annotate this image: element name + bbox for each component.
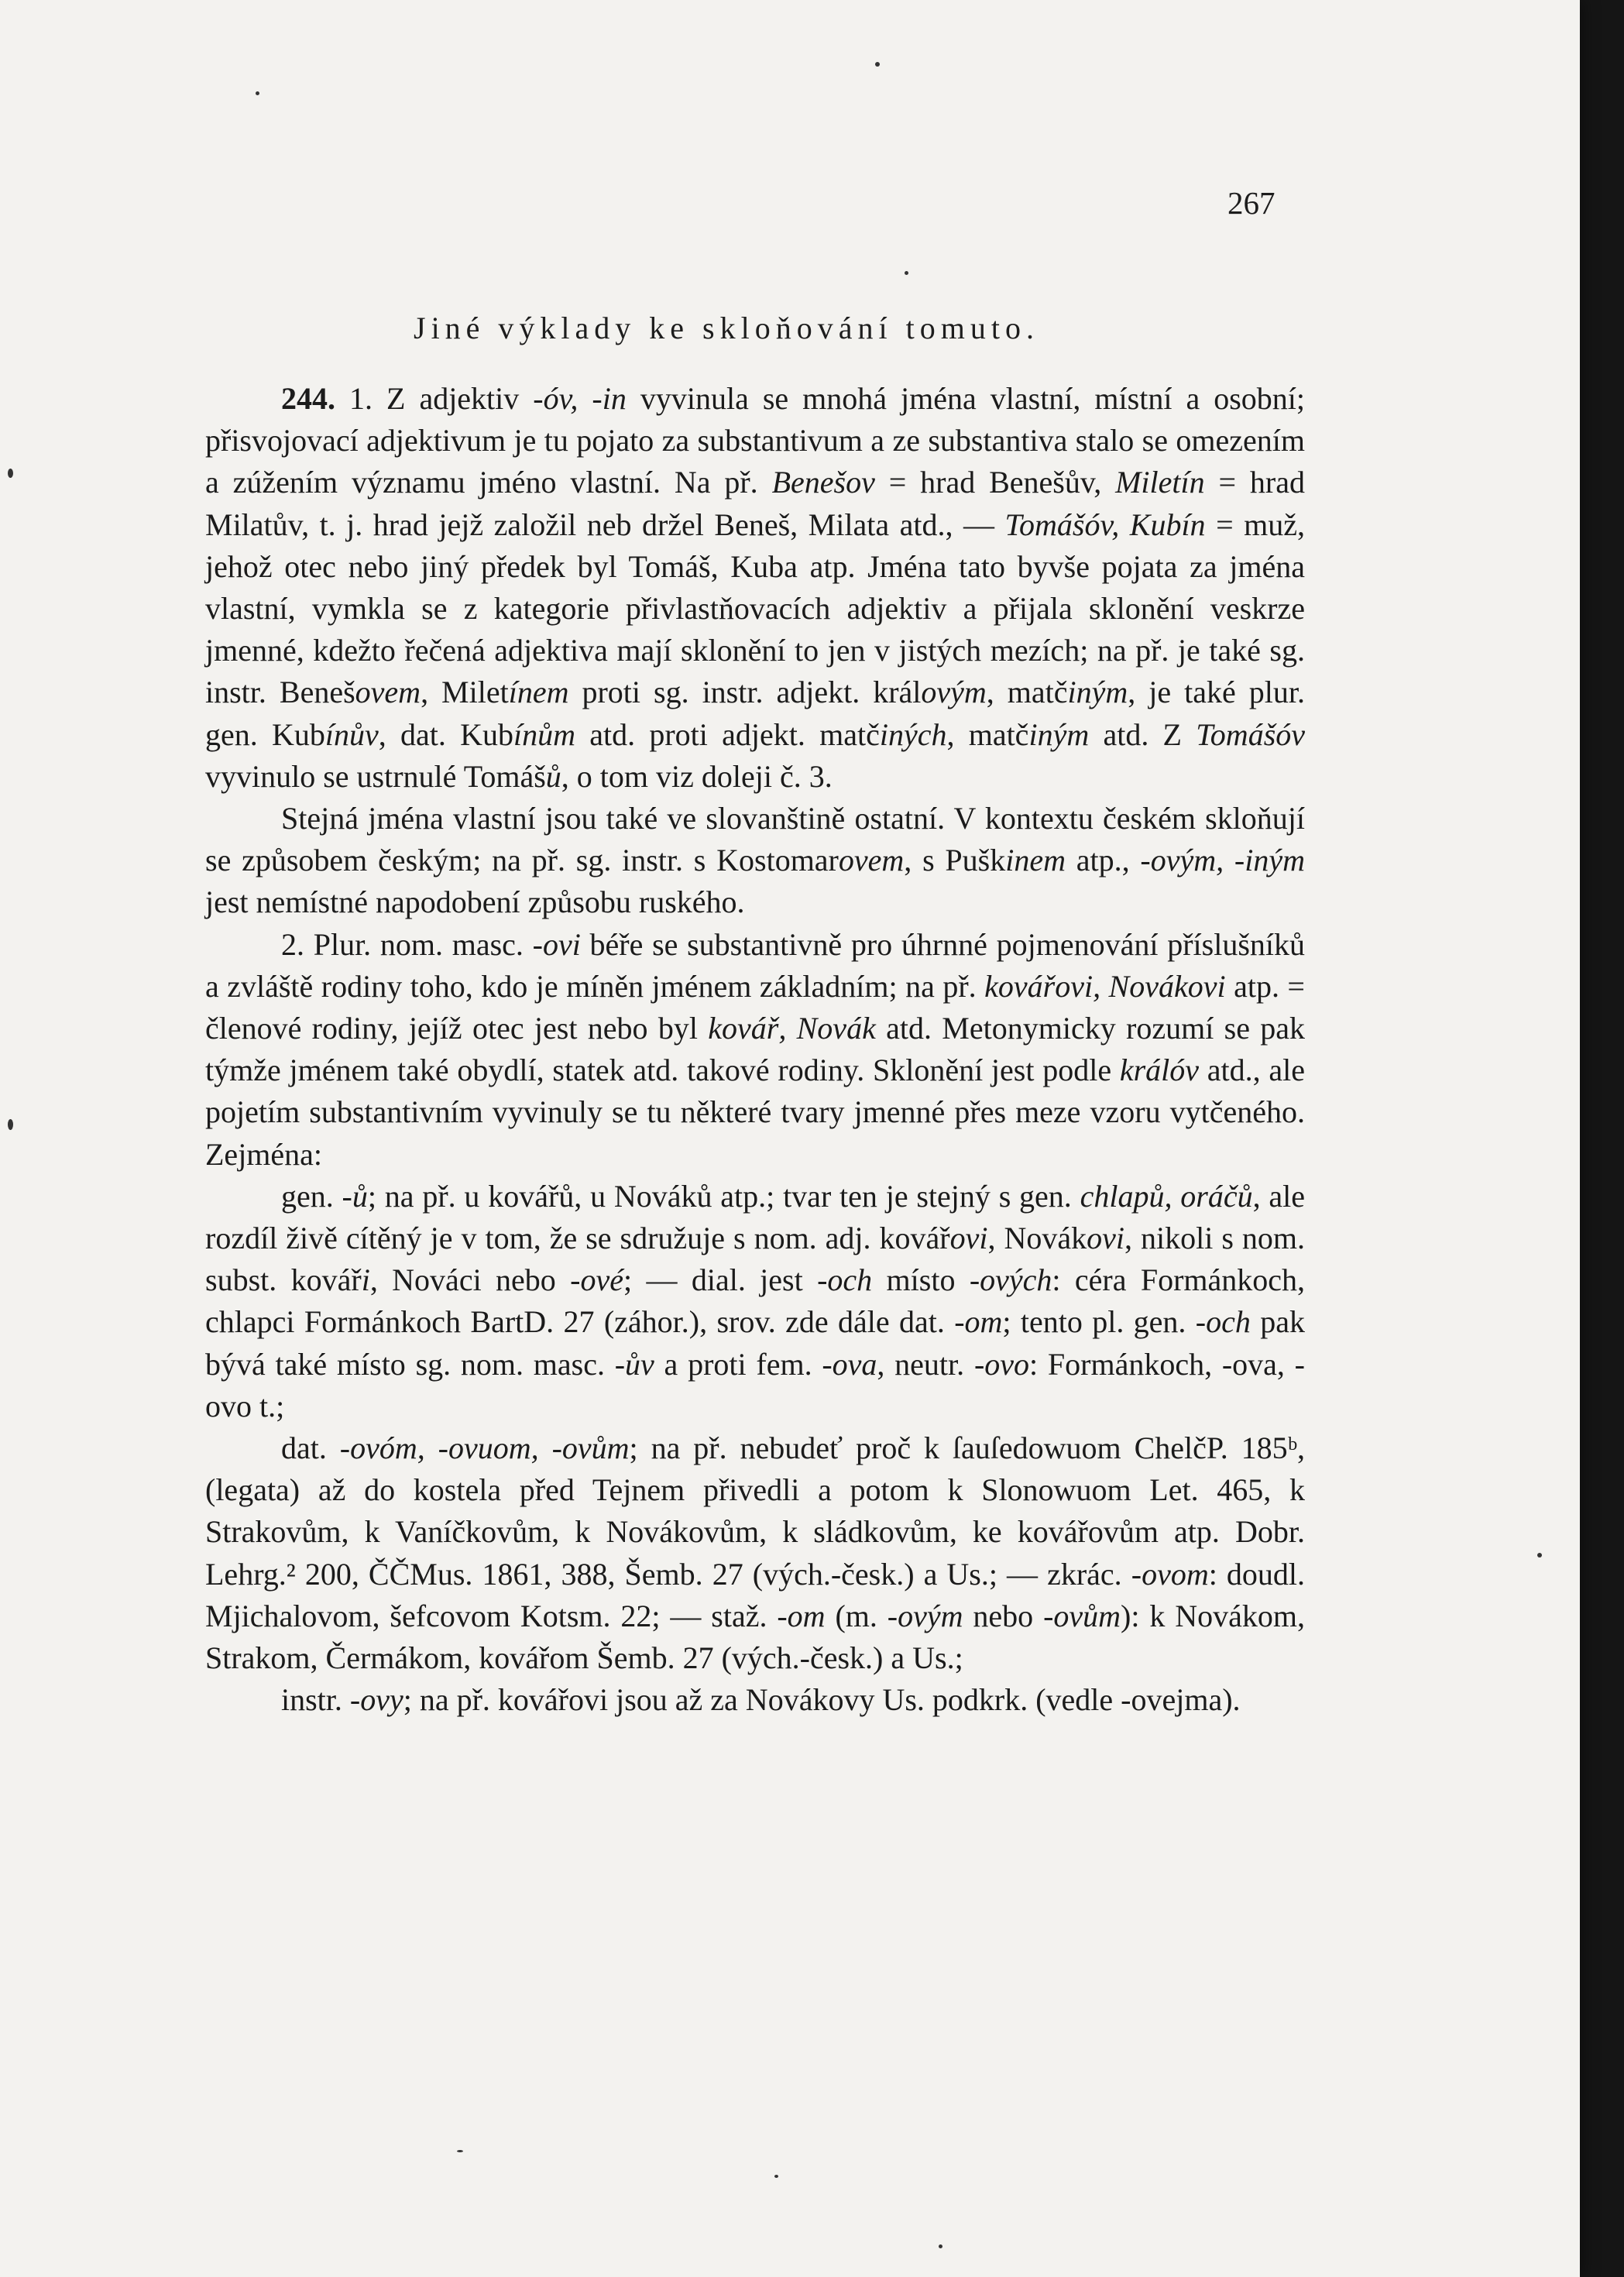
text-run: : doudl. Mjichalovom, šefcovom Kotsm. 22; — staž. — [205, 1556, 1306, 1633]
text-run: , matč — [946, 716, 1029, 752]
italic-run: iným — [1028, 716, 1090, 752]
text-run: jest nemístné napodobení způsobu ruského. — [205, 884, 745, 920]
scan-speck — [905, 271, 908, 275]
text-run: ; na př. u kovářů, u Nováků atp.; tvar ten je stejný s gen. — [367, 1178, 1080, 1214]
italic-run: Tomášóv — [1196, 716, 1306, 752]
text-run: , matč — [986, 675, 1068, 710]
text-run: ; tento pl. gen. — [1002, 1304, 1196, 1340]
italic-run: -och — [817, 1262, 873, 1298]
paragraph-genitive — [205, 1176, 1305, 1427]
italic-run: -ovům — [1043, 1598, 1121, 1633]
italic-run: -ova — [822, 1346, 877, 1382]
text-run: , je také plur. gen. Kub — [205, 675, 1305, 752]
text-run: , nikoli s nom. subst. kovář — [205, 1221, 1305, 1298]
paragraph-244 — [205, 378, 1305, 798]
section-title: Jiné výklady ke skloňování tomuto. — [414, 311, 1039, 345]
italic-run: ovi — [1087, 1221, 1124, 1256]
text-run: , Novák — [987, 1221, 1087, 1256]
italic-run: Tomášóv, Kubín — [1004, 507, 1206, 542]
text-run: atp., — [1066, 843, 1141, 878]
text-run: , Nováci nebo — [369, 1262, 571, 1298]
body-text — [205, 378, 1305, 1722]
scan-speck — [457, 2150, 463, 2152]
text-run: ; na př. nebudeť proč k ſauſedowuom ChelčP. 185ᵇ, (legata) až do kostela před Tejnem přivedli a potom k Slonowuom Let. 465, k Strakovům, k Vaníčkovům, k Novákovům, k sládkovům, ke kovářovům atp. Dobr. Lehrg.² 200, ČČMus. 1861, 388, Šemb. 27 (vých.-česk.) a Us.; — zkrác. — [205, 1430, 1305, 1592]
paragraph-instrumental — [205, 1679, 1305, 1721]
italic-run: králóv — [1119, 1053, 1200, 1088]
text-run: : céra Formánkoch, chlapci Formánkoch BartD. 27 (záhor.), srov. zde dále dat. — [205, 1262, 1306, 1340]
text-run: , s Pušk — [904, 843, 1006, 878]
italic-run: Miletín — [1115, 465, 1205, 500]
paragraph-slavic-names — [205, 798, 1305, 924]
text-run: : Formánkoch, -ova, -ovo t.; — [205, 1346, 1305, 1424]
italic-run: -och — [1195, 1304, 1251, 1340]
text-run: atd. proti adjekt. matč — [575, 716, 880, 752]
text-run: , o tom viz doleji č. 3. — [561, 758, 833, 794]
text-run: (m. — [825, 1598, 888, 1633]
text-run: ; — dial. jest — [623, 1262, 818, 1298]
text-run: ): k Novákom, Strakom, Čermákom, kovářom Šemb. 27 (vých.-česk.) a Us.; — [205, 1598, 1305, 1676]
paragraph-dative — [205, 1427, 1305, 1679]
text-run: gen. — [281, 1178, 342, 1214]
scan-speck — [1537, 1553, 1542, 1557]
text-run: ; na př. kovářovi jsou až za Novákovy Us. podkrk. (vedle -ovejma). — [403, 1682, 1241, 1718]
text-run: = hrad Benešův, — [874, 465, 1116, 500]
italic-run: Benešov — [771, 465, 875, 500]
page-number: 267 — [1227, 185, 1276, 221]
text-run: dat. — [281, 1430, 340, 1466]
scan-speck — [8, 469, 13, 478]
text-run: místo — [872, 1262, 970, 1298]
text-run: a proti fem. — [654, 1346, 822, 1382]
scan-speck — [774, 2175, 778, 2178]
italic-run: ovi — [949, 1221, 988, 1256]
italic-run: -om — [777, 1598, 826, 1633]
text-run: = hrad Milatův, t. j. hrad jejž založil neb držel Beneš, Milata atd., — — [205, 465, 1305, 542]
italic-run: chlapů, oráčů — [1080, 1178, 1253, 1214]
italic-run: ovým — [921, 675, 987, 710]
italic-run: ínům — [513, 716, 575, 752]
italic-run: inem — [1005, 843, 1066, 878]
italic-run: -ovo — [973, 1346, 1030, 1382]
italic-run: kovář, Novák — [708, 1011, 876, 1046]
text-run: atp. = členové rodiny, jejíž otec jest nebo byl — [205, 968, 1305, 1046]
italic-run: -om — [954, 1304, 1003, 1340]
italic-run: -ovi — [532, 926, 581, 962]
scan-speck — [256, 91, 259, 95]
italic-run: -ovom — [1131, 1556, 1209, 1592]
text-run: 1. Z adjektiv — [335, 381, 534, 416]
text-run: 2. Plur. nom. masc. — [281, 926, 533, 962]
paragraph-plural-nom — [205, 924, 1305, 1176]
italic-run: kovářovi, Novákovi — [984, 968, 1226, 1004]
italic-run: -ovy — [349, 1682, 403, 1718]
italic-run: i — [361, 1262, 370, 1298]
italic-run: iných — [879, 716, 947, 752]
text-run: , Milet — [421, 675, 509, 710]
italic-run: -ův — [614, 1346, 654, 1382]
text-run: instr. — [281, 1682, 350, 1718]
text-run: vyvinula se mnohá jména vlastní, místní a osobní; přisvojovací adjektivum je tu pojato za substantivum a ze substantiva stalo se omezením a zúžením významu jméno vlastní. Na př. — [205, 381, 1305, 500]
text-run: proti sg. instr. adjekt. král — [568, 675, 922, 710]
italic-run: -ové — [570, 1262, 623, 1298]
italic-run: -ovým, -iným — [1140, 843, 1305, 878]
text-run: béře se substantivně pro úhrnné pojmenování příslušníků a zvláště rodiny toho, kdo je míněn jménem základním; na př. — [205, 926, 1305, 1004]
italic-run: -ovým — [887, 1598, 963, 1633]
scan-speck — [875, 62, 880, 67]
italic-run: ů — [545, 758, 561, 794]
scan-speck — [939, 2244, 942, 2248]
text-run: pak bývá také místo sg. nom. masc. — [205, 1304, 1305, 1382]
italic-run: iným — [1067, 675, 1128, 710]
text-run: vyvinulo se ustrnulé Tomáš — [205, 758, 546, 794]
scan-speck — [8, 1119, 13, 1130]
text-run: atd. Metonymicky rozumí se pak týmže jménem také obydlí, statek atd. takové rodiny. Sklonění jest podle — [205, 1011, 1306, 1088]
italic-run: -ových — [969, 1262, 1052, 1298]
italic-run: -óv, -in — [533, 381, 627, 416]
text-run: , ale rozdíl živě cítěný je v tom, že se sdružuje s nom. adj. kovář — [205, 1178, 1306, 1256]
text-run: , dat. Kub — [378, 716, 513, 752]
text-run: atd. Z — [1089, 716, 1197, 752]
section-number: 244. — [281, 381, 335, 416]
text-run: atd., ale pojetím substantivním vyvinuly se tu některé tvary jmenné přes meze vzoru vytčeného. Zejména: — [205, 1053, 1305, 1172]
italic-run: -ovóm, -ovuom, -ovům — [339, 1430, 630, 1466]
text-run: Stejná jména vlastní jsou také ve slovanštině ostatní. V kontextu českém skloňují se způsobem českým; na př. sg. instr. s Kostomar — [205, 801, 1305, 878]
italic-run: -ů — [342, 1178, 368, 1214]
text-run: , neutr. — [877, 1346, 974, 1382]
text-run: nebo — [963, 1598, 1044, 1633]
text-run: = muž, jehož otec nebo jiný předek byl Tomáš, Kuba atp. Jména tato byvše pojata za jména vlastní, vymkla se z kategorie přivlastňovacích adjektiv a přijala sklonění veskrze jmenné, kdežto řečená adjektiva mají sklonění to jen v jistých mezích; na př. je také sg. instr. Beneš — [205, 507, 1305, 710]
italic-run: ovem — [838, 843, 905, 878]
italic-run: ínem — [508, 675, 569, 710]
italic-run: ovem — [355, 675, 421, 710]
italic-run: ínův — [324, 716, 379, 752]
